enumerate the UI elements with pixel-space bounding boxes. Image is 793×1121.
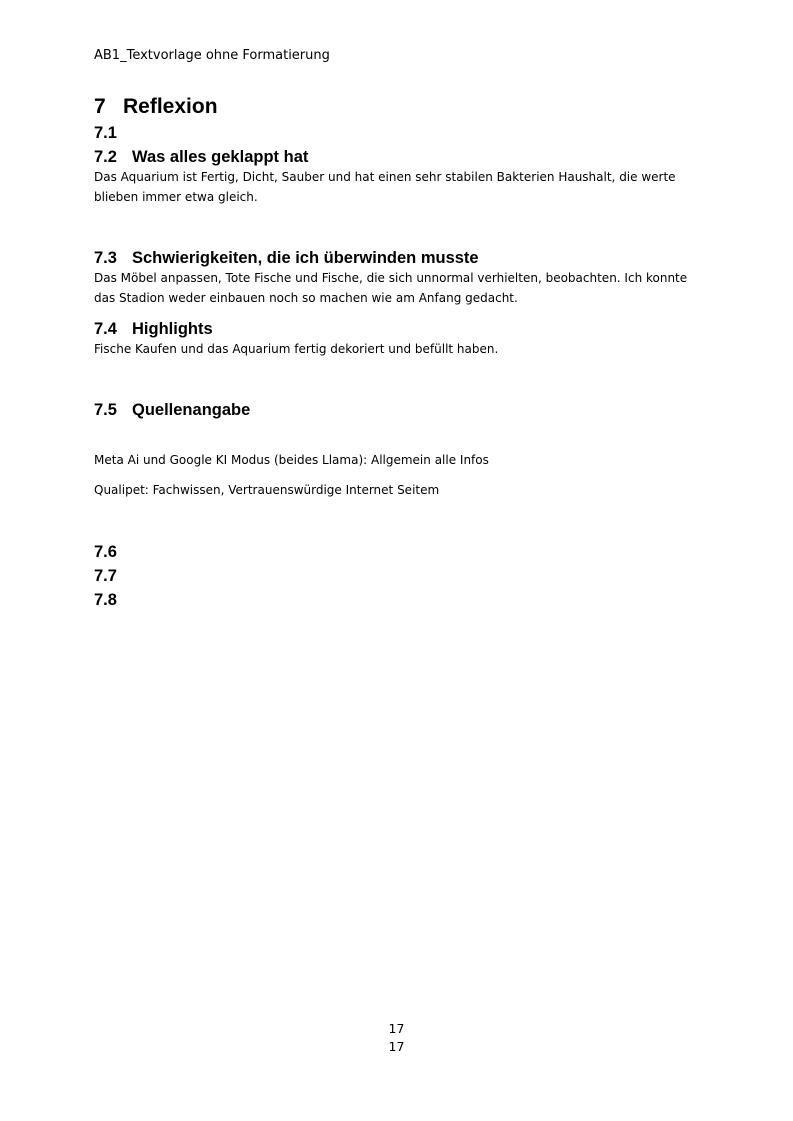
source-item: Meta Ai und Google KI Modus (beides Llama): Allgemein alle Infos bbox=[94, 453, 489, 467]
section-number: 7.4 bbox=[94, 320, 117, 338]
section-title: Schwierigkeiten, die ich überwinden musste bbox=[132, 249, 479, 267]
section-heading-7-1 bbox=[94, 124, 132, 143]
section-title: Quellenangabe bbox=[132, 401, 251, 419]
section-body-7-4: Fische Kaufen und das Aquarium fertig dekoriert und befüllt haben. bbox=[94, 342, 499, 356]
section-number: 7.5 bbox=[94, 401, 117, 419]
section-number: 7.6 bbox=[94, 543, 117, 561]
section-number: 7.2 bbox=[94, 148, 117, 166]
source-item: Qualipet: Fachwissen, Vertrauenswürdige Internet Seitem bbox=[94, 483, 440, 497]
page-number: 17 bbox=[388, 1021, 405, 1036]
section-body-7-3: Das Möbel anpassen, Tote Fische und Fische, die sich unnormal verhielten, beobachten. Ich konnte das Stadion weder einbauen noch so machen wie am Anfang gedacht. bbox=[94, 271, 688, 305]
section-heading-7-8 bbox=[94, 591, 132, 610]
section-heading-7-2 bbox=[94, 148, 308, 167]
section-heading-7-7 bbox=[94, 567, 132, 586]
section-number: 7.8 bbox=[94, 591, 117, 609]
section-title: Highlights bbox=[132, 320, 213, 338]
section-number: 7.7 bbox=[94, 567, 117, 585]
section-heading-7-6 bbox=[94, 543, 132, 562]
section-heading-7-3 bbox=[94, 249, 479, 268]
section-heading-7-5 bbox=[94, 401, 250, 420]
chapter-number: 7 bbox=[94, 95, 106, 118]
section-number: 7.1 bbox=[94, 124, 117, 142]
chapter-title: Reflexion bbox=[123, 95, 218, 118]
page-header: AB1_Textvorlage ohne Formatierung bbox=[94, 48, 330, 63]
section-body-7-2: Das Aquarium ist Fertig, Dicht, Sauber und hat einen sehr stabilen Bakterien Haushalt, die werte blieben immer etwa gleich. bbox=[94, 170, 676, 204]
section-title: Was alles geklappt hat bbox=[132, 148, 309, 166]
chapter-heading bbox=[94, 95, 218, 119]
page-number: 17 bbox=[388, 1039, 405, 1054]
section-heading-7-4 bbox=[94, 320, 213, 339]
section-number: 7.3 bbox=[94, 249, 117, 267]
